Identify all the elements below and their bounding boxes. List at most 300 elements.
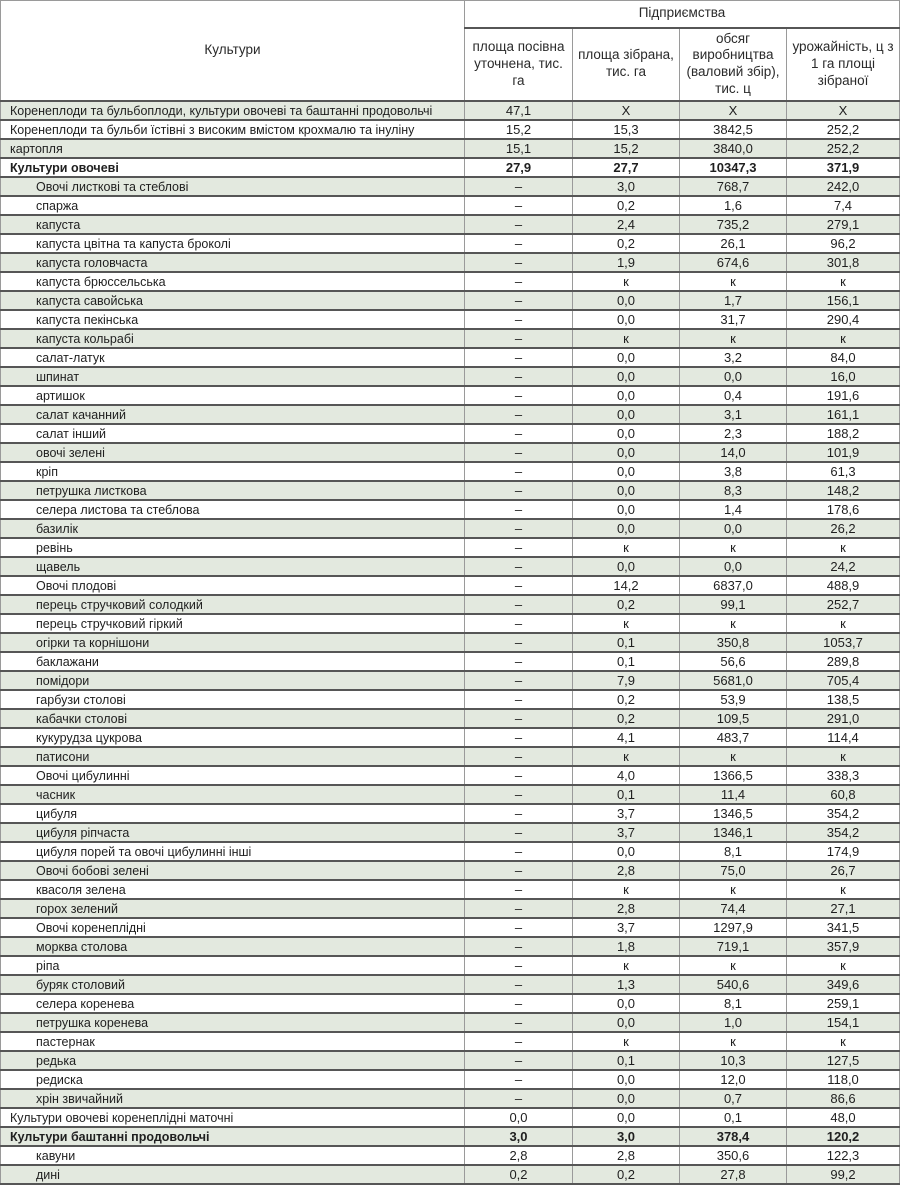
cell-value: 291,0 xyxy=(787,709,900,728)
cell-value: 96,2 xyxy=(787,234,900,253)
cell-value: 1,6 xyxy=(680,196,787,215)
cell-value: 4,0 xyxy=(573,766,680,785)
table-row xyxy=(1,690,900,709)
row-label: петрушка коренева xyxy=(1,1013,465,1032)
cell-value: – xyxy=(465,291,573,310)
cell-value: 60,8 xyxy=(787,785,900,804)
table-row xyxy=(1,785,900,804)
cell-value: к xyxy=(787,956,900,975)
cell-value: 0,0 xyxy=(573,348,680,367)
table-row xyxy=(1,1089,900,1108)
cell-value: 0,0 xyxy=(573,500,680,519)
corner-header-cultures: Культури xyxy=(1,1,465,102)
row-label: цибуля порей та овочі цибулинні інші xyxy=(1,842,465,861)
cell-value: 0,1 xyxy=(573,652,680,671)
cell-value: к xyxy=(573,880,680,899)
cell-value: 14,0 xyxy=(680,443,787,462)
cell-value: 161,1 xyxy=(787,405,900,424)
row-label: артишок xyxy=(1,386,465,405)
row-label: базилік xyxy=(1,519,465,538)
cell-value: к xyxy=(573,272,680,291)
cell-value: 0,0 xyxy=(573,842,680,861)
cell-value: к xyxy=(680,1032,787,1051)
cell-value: 259,1 xyxy=(787,994,900,1013)
cell-value: 0,1 xyxy=(573,785,680,804)
column-header-sown-area: площа посівна уточнена, тис. га xyxy=(465,28,573,102)
cell-value: к xyxy=(680,272,787,291)
cell-value: 86,6 xyxy=(787,1089,900,1108)
cell-value: – xyxy=(465,595,573,614)
cell-value: 4,1 xyxy=(573,728,680,747)
row-label: кукурудза цукрова xyxy=(1,728,465,747)
cell-value: – xyxy=(465,766,573,785)
cell-value: 16,0 xyxy=(787,367,900,386)
cell-value: 127,5 xyxy=(787,1051,900,1070)
cell-value: 10,3 xyxy=(680,1051,787,1070)
cell-value: – xyxy=(465,690,573,709)
table-row xyxy=(1,443,900,462)
row-label: кавуни xyxy=(1,1146,465,1165)
cell-value: 252,2 xyxy=(787,120,900,139)
cell-value: 5681,0 xyxy=(680,671,787,690)
table-row xyxy=(1,937,900,956)
cell-value: – xyxy=(465,310,573,329)
cell-value: 0,7 xyxy=(680,1089,787,1108)
row-label: шпинат xyxy=(1,367,465,386)
row-label: ревінь xyxy=(1,538,465,557)
cell-value: 350,8 xyxy=(680,633,787,652)
cell-value: 15,2 xyxy=(465,120,573,139)
cell-value: 0,2 xyxy=(573,709,680,728)
cell-value: 0,2 xyxy=(573,595,680,614)
row-label: салат інший xyxy=(1,424,465,443)
cell-value: – xyxy=(465,253,573,272)
table-row xyxy=(1,1165,900,1184)
cell-value: 1,9 xyxy=(573,253,680,272)
cell-value: 99,2 xyxy=(787,1165,900,1184)
table-row xyxy=(1,804,900,823)
cell-value: к xyxy=(787,329,900,348)
row-label: перець стручковий солодкий xyxy=(1,595,465,614)
row-label: морква столова xyxy=(1,937,465,956)
cell-value: 1,7 xyxy=(680,291,787,310)
cell-value: – xyxy=(465,899,573,918)
cell-value: – xyxy=(465,861,573,880)
cell-value: – xyxy=(465,994,573,1013)
cell-value: 719,1 xyxy=(680,937,787,956)
row-label: капуста цвітна та капуста броколі xyxy=(1,234,465,253)
row-label: Коренеплоди та бульбоплоди, культури овочеві та баштанні продовольчі xyxy=(1,101,465,120)
table-row xyxy=(1,367,900,386)
row-label: капуста головчаста xyxy=(1,253,465,272)
cell-value: – xyxy=(465,538,573,557)
cell-value: – xyxy=(465,1051,573,1070)
cell-value: 47,1 xyxy=(465,101,573,120)
row-label: капуста савойська xyxy=(1,291,465,310)
cell-value: к xyxy=(680,956,787,975)
cell-value: 0,2 xyxy=(573,196,680,215)
row-label: огірки та корнішони xyxy=(1,633,465,652)
cell-value: – xyxy=(465,500,573,519)
cell-value: 0,0 xyxy=(573,386,680,405)
cell-value: 3842,5 xyxy=(680,120,787,139)
table-row xyxy=(1,861,900,880)
cell-value: 1,4 xyxy=(680,500,787,519)
cell-value: 8,1 xyxy=(680,842,787,861)
cell-value: 74,4 xyxy=(680,899,787,918)
cell-value: 252,7 xyxy=(787,595,900,614)
cell-value: – xyxy=(465,272,573,291)
table-row xyxy=(1,386,900,405)
cell-value: 0,0 xyxy=(573,1108,680,1127)
row-label: капуста xyxy=(1,215,465,234)
cell-value: к xyxy=(787,272,900,291)
cell-value: – xyxy=(465,462,573,481)
cell-value: – xyxy=(465,424,573,443)
row-label: Овочі коренеплідні xyxy=(1,918,465,937)
row-label: овочі зелені xyxy=(1,443,465,462)
row-label: петрушка листкова xyxy=(1,481,465,500)
cell-value: – xyxy=(465,405,573,424)
table-row xyxy=(1,215,900,234)
cell-value: 3,0 xyxy=(573,1127,680,1146)
cell-value: 2,8 xyxy=(573,1146,680,1165)
cell-value: 8,3 xyxy=(680,481,787,500)
table-row xyxy=(1,158,900,177)
cell-value: 99,1 xyxy=(680,595,787,614)
cell-value: – xyxy=(465,177,573,196)
cell-value: – xyxy=(465,956,573,975)
row-label: ріпа xyxy=(1,956,465,975)
table-body xyxy=(1,101,900,1184)
cell-value: – xyxy=(465,1070,573,1089)
table-row xyxy=(1,576,900,595)
cell-value: 8,1 xyxy=(680,994,787,1013)
cell-value: 354,2 xyxy=(787,804,900,823)
cell-value: 0,0 xyxy=(573,481,680,500)
cell-value: к xyxy=(573,956,680,975)
cell-value: 156,1 xyxy=(787,291,900,310)
cell-value: 2,4 xyxy=(573,215,680,234)
cell-value: 138,5 xyxy=(787,690,900,709)
cell-value: 10347,3 xyxy=(680,158,787,177)
cell-value: – xyxy=(465,842,573,861)
table-row xyxy=(1,120,900,139)
cell-value: 350,6 xyxy=(680,1146,787,1165)
cell-value: 483,7 xyxy=(680,728,787,747)
row-label: дині xyxy=(1,1165,465,1184)
row-label: горох зелений xyxy=(1,899,465,918)
cell-value: 26,7 xyxy=(787,861,900,880)
table-row xyxy=(1,405,900,424)
table-header xyxy=(1,1,900,102)
cell-value: 3,7 xyxy=(573,804,680,823)
row-label: Овочі плодові xyxy=(1,576,465,595)
table-row xyxy=(1,614,900,633)
table-row xyxy=(1,975,900,994)
table-row xyxy=(1,766,900,785)
cell-value: 357,9 xyxy=(787,937,900,956)
row-label: селера коренева xyxy=(1,994,465,1013)
table-row xyxy=(1,728,900,747)
cell-value: 0,0 xyxy=(573,443,680,462)
cell-value: 84,0 xyxy=(787,348,900,367)
cell-value: 371,9 xyxy=(787,158,900,177)
row-label: Овочі листкові та стеблові xyxy=(1,177,465,196)
table-row xyxy=(1,177,900,196)
cell-value: 2,3 xyxy=(680,424,787,443)
row-label: Овочі цибулинні xyxy=(1,766,465,785)
row-label: щавель xyxy=(1,557,465,576)
column-header-production-volume: обсяг виробництва (валовий збір), тис. ц xyxy=(680,28,787,102)
cell-value: 1053,7 xyxy=(787,633,900,652)
cell-value: к xyxy=(573,747,680,766)
cell-value: 154,1 xyxy=(787,1013,900,1032)
row-label: патисони xyxy=(1,747,465,766)
cell-value: 24,2 xyxy=(787,557,900,576)
cell-value: 109,5 xyxy=(680,709,787,728)
cell-value: 0,0 xyxy=(573,519,680,538)
cell-value: 0,0 xyxy=(680,557,787,576)
cell-value: 3,1 xyxy=(680,405,787,424)
cell-value: 0,0 xyxy=(573,994,680,1013)
row-label: квасоля зелена xyxy=(1,880,465,899)
cell-value: 148,2 xyxy=(787,481,900,500)
cell-value: – xyxy=(465,937,573,956)
cell-value: – xyxy=(465,728,573,747)
cell-value: – xyxy=(465,576,573,595)
table-row xyxy=(1,101,900,120)
cell-value: – xyxy=(465,671,573,690)
row-label: редька xyxy=(1,1051,465,1070)
cell-value: 6837,0 xyxy=(680,576,787,595)
cell-value: Х xyxy=(787,101,900,120)
table-row xyxy=(1,310,900,329)
cell-value: 178,6 xyxy=(787,500,900,519)
cell-value: 0,0 xyxy=(680,367,787,386)
cell-value: 0,1 xyxy=(573,633,680,652)
cell-value: – xyxy=(465,348,573,367)
table-row xyxy=(1,424,900,443)
cell-value: 0,2 xyxy=(573,1165,680,1184)
table-row xyxy=(1,1051,900,1070)
cell-value: 3,0 xyxy=(573,177,680,196)
row-label: Овочі бобові зелені xyxy=(1,861,465,880)
row-label: кабачки столові xyxy=(1,709,465,728)
cell-value: 7,4 xyxy=(787,196,900,215)
table-row xyxy=(1,1032,900,1051)
table-row xyxy=(1,291,900,310)
table-row xyxy=(1,1013,900,1032)
cell-value: – xyxy=(465,519,573,538)
table-row xyxy=(1,1108,900,1127)
row-label: салат качанний xyxy=(1,405,465,424)
row-label: капуста кольрабі xyxy=(1,329,465,348)
table-row xyxy=(1,234,900,253)
table-row xyxy=(1,348,900,367)
row-label: селера листова та стеблова xyxy=(1,500,465,519)
table-row xyxy=(1,538,900,557)
cell-value: 2,8 xyxy=(465,1146,573,1165)
table-row xyxy=(1,272,900,291)
cell-value: 488,9 xyxy=(787,576,900,595)
row-label: спаржа xyxy=(1,196,465,215)
row-label: цибуля ріпчаста xyxy=(1,823,465,842)
cell-value: 0,0 xyxy=(573,367,680,386)
table-row xyxy=(1,557,900,576)
cell-value: 349,6 xyxy=(787,975,900,994)
cell-value: – xyxy=(465,633,573,652)
cell-value: 3,2 xyxy=(680,348,787,367)
cell-value: 27,7 xyxy=(573,158,680,177)
cell-value: к xyxy=(787,880,900,899)
cell-value: 674,6 xyxy=(680,253,787,272)
cell-value: 3,0 xyxy=(465,1127,573,1146)
cell-value: 27,8 xyxy=(680,1165,787,1184)
cell-value: 0,2 xyxy=(573,690,680,709)
cell-value: – xyxy=(465,557,573,576)
cell-value: 122,3 xyxy=(787,1146,900,1165)
cell-value: 0,0 xyxy=(573,1013,680,1032)
cell-value: 768,7 xyxy=(680,177,787,196)
cell-value: 3840,0 xyxy=(680,139,787,158)
cell-value: 0,0 xyxy=(573,310,680,329)
table-row xyxy=(1,196,900,215)
cell-value: к xyxy=(573,614,680,633)
table-row xyxy=(1,519,900,538)
row-label: хрін звичайний xyxy=(1,1089,465,1108)
cell-value: – xyxy=(465,234,573,253)
table-row xyxy=(1,500,900,519)
cell-value: 341,5 xyxy=(787,918,900,937)
cell-value: – xyxy=(465,443,573,462)
cell-value: 0,0 xyxy=(573,557,680,576)
cell-value: 0,4 xyxy=(680,386,787,405)
cell-value: 14,2 xyxy=(573,576,680,595)
cell-value: 1346,1 xyxy=(680,823,787,842)
cell-value: 0,1 xyxy=(680,1108,787,1127)
cell-value: 56,6 xyxy=(680,652,787,671)
cell-value: 289,8 xyxy=(787,652,900,671)
cell-value: 53,9 xyxy=(680,690,787,709)
cell-value: – xyxy=(465,481,573,500)
cell-value: – xyxy=(465,1013,573,1032)
cell-value: – xyxy=(465,652,573,671)
table-row xyxy=(1,747,900,766)
cell-value: 0,0 xyxy=(573,1089,680,1108)
cell-value: 48,0 xyxy=(787,1108,900,1127)
cell-value: 290,4 xyxy=(787,310,900,329)
cell-value: – xyxy=(465,1032,573,1051)
table-row xyxy=(1,329,900,348)
cell-value: 2,8 xyxy=(573,899,680,918)
cell-value: 242,0 xyxy=(787,177,900,196)
cell-value: – xyxy=(465,804,573,823)
cell-value: 0,0 xyxy=(573,462,680,481)
cell-value: 26,2 xyxy=(787,519,900,538)
cell-value: к xyxy=(573,1032,680,1051)
cell-value: – xyxy=(465,918,573,937)
cell-value: к xyxy=(787,614,900,633)
cell-value: 705,4 xyxy=(787,671,900,690)
cell-value: – xyxy=(465,785,573,804)
cell-value: 0,2 xyxy=(573,234,680,253)
cell-value: 1,8 xyxy=(573,937,680,956)
cell-value: 1346,5 xyxy=(680,804,787,823)
table-row xyxy=(1,139,900,158)
table-row xyxy=(1,1146,900,1165)
row-label: салат-латук xyxy=(1,348,465,367)
cell-value: – xyxy=(465,386,573,405)
row-label: капуста брюссельська xyxy=(1,272,465,291)
table-row xyxy=(1,1070,900,1089)
row-label: баклажани xyxy=(1,652,465,671)
row-label: буряк столовий xyxy=(1,975,465,994)
table-row xyxy=(1,633,900,652)
row-label: Коренеплоди та бульби їстівні з високим вмістом крохмалю та інуліну xyxy=(1,120,465,139)
cell-value: – xyxy=(465,880,573,899)
cell-value: – xyxy=(465,614,573,633)
cell-value: 1366,5 xyxy=(680,766,787,785)
table-row xyxy=(1,481,900,500)
row-label: часник xyxy=(1,785,465,804)
table-row xyxy=(1,462,900,481)
cell-value: к xyxy=(680,538,787,557)
cell-value: – xyxy=(465,215,573,234)
row-label: цибуля xyxy=(1,804,465,823)
header-group-row xyxy=(1,1,900,28)
cell-value: 188,2 xyxy=(787,424,900,443)
row-label: Культури баштанні продовольчі xyxy=(1,1127,465,1146)
cell-value: 101,9 xyxy=(787,443,900,462)
row-label: Культури овочеві коренеплідні маточні xyxy=(1,1108,465,1127)
cell-value: 120,2 xyxy=(787,1127,900,1146)
cell-value: к xyxy=(680,329,787,348)
cell-value: 0,1 xyxy=(573,1051,680,1070)
table-row xyxy=(1,709,900,728)
table-row xyxy=(1,899,900,918)
table-row xyxy=(1,595,900,614)
cell-value: 0,2 xyxy=(465,1165,573,1184)
cell-value: 378,4 xyxy=(680,1127,787,1146)
cell-value: 61,3 xyxy=(787,462,900,481)
cell-value: 735,2 xyxy=(680,215,787,234)
cell-value: 11,4 xyxy=(680,785,787,804)
column-header-harvested-area: площа зібрана, тис. га xyxy=(573,28,680,102)
cell-value: 12,0 xyxy=(680,1070,787,1089)
cell-value: 301,8 xyxy=(787,253,900,272)
cell-value: 2,8 xyxy=(573,861,680,880)
row-label: кріп xyxy=(1,462,465,481)
cell-value: к xyxy=(573,538,680,557)
cell-value: к xyxy=(787,1032,900,1051)
cell-value: 0,0 xyxy=(680,519,787,538)
cell-value: Х xyxy=(573,101,680,120)
row-label: редиска xyxy=(1,1070,465,1089)
cell-value: – xyxy=(465,1089,573,1108)
cell-value: 338,3 xyxy=(787,766,900,785)
cell-value: к xyxy=(680,747,787,766)
cell-value: 0,0 xyxy=(573,1070,680,1089)
cell-value: – xyxy=(465,975,573,994)
cell-value: к xyxy=(787,747,900,766)
cell-value: 279,1 xyxy=(787,215,900,234)
cell-value: 3,8 xyxy=(680,462,787,481)
cell-value: 15,3 xyxy=(573,120,680,139)
table-row xyxy=(1,652,900,671)
cell-value: – xyxy=(465,747,573,766)
cell-value: 114,4 xyxy=(787,728,900,747)
